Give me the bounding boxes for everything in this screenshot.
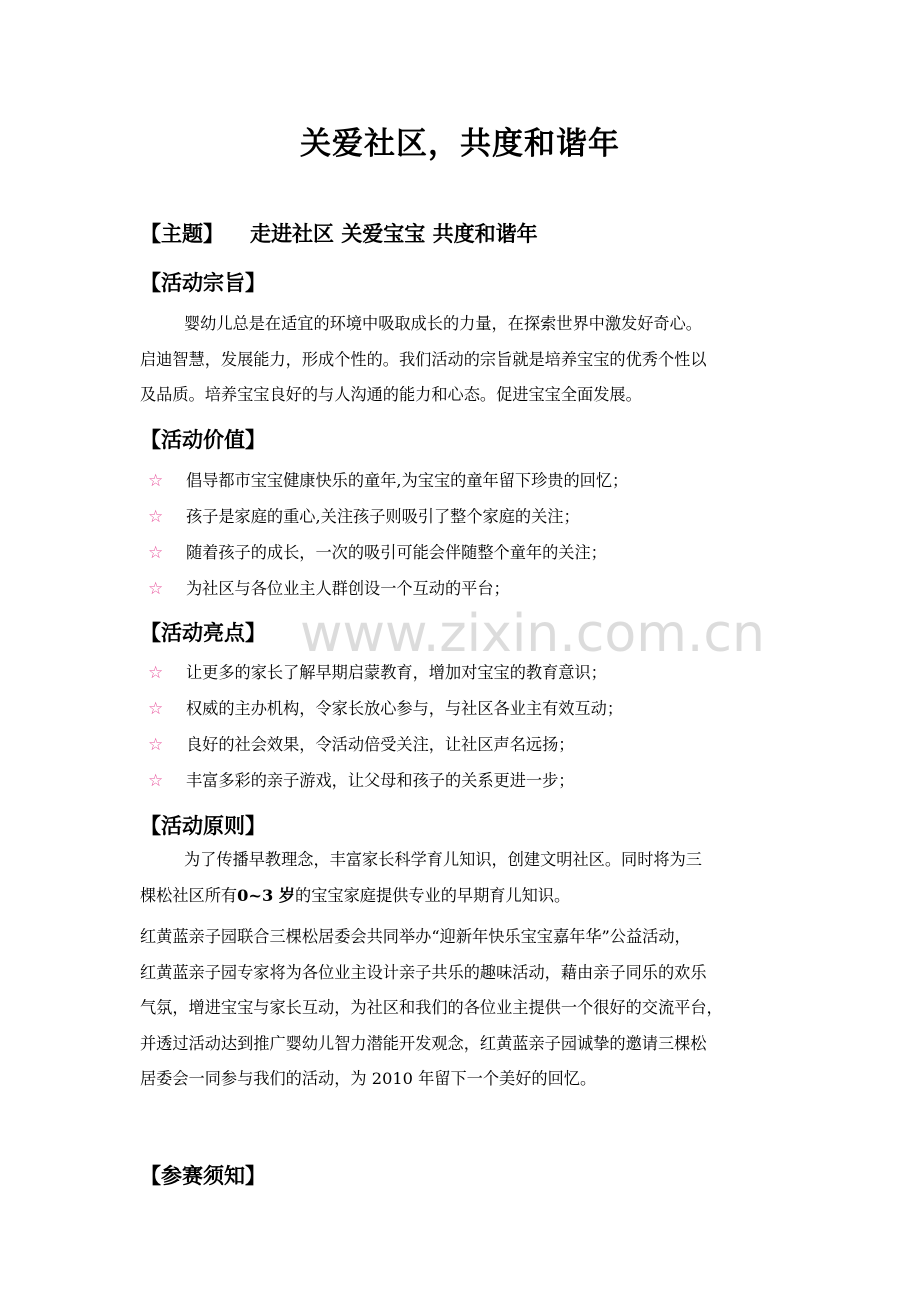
- value-list-item: ☆ 随着孩子的成长，一次的吸引可能会伴随整个童年的关注；: [148, 543, 607, 563]
- purpose-line: 婴幼儿总是在适宜的环境中吸取成长的力量，在探索世界中激发好奇心。: [184, 314, 702, 333]
- highlights-list-item: ☆ 让更多的家长了解早期启蒙教育，增加对宝宝的教育意识；: [148, 663, 607, 683]
- page-title: 关爱社区，共度和谐年: [300, 126, 620, 162]
- value-list-item: ☆ 为社区与各位业主人群创设一个互动的平台；: [148, 579, 510, 599]
- principle-line: 为了传播早教理念，丰富家长科学育儿知识，创建文明社区。同时将为三: [184, 850, 702, 869]
- principle-heading: 【活动原则】: [140, 814, 266, 838]
- star-outline-icon: ☆: [148, 735, 164, 755]
- principle-line: 居委会一同参与我们的活动，为 2010 年留下一个美好的回忆。: [140, 1069, 597, 1088]
- watermark: www.zixin.com.cn: [300, 604, 765, 664]
- principle-line: 红黄蓝亲子园联合三棵松居委会共同举办“迎新年快乐宝宝嘉年华”公益活动，: [140, 927, 691, 946]
- principle-line: 并透过活动达到推广婴幼儿智力潜能开发观念，红黄蓝亲子园诚挚的邀请三棵松: [140, 1033, 707, 1053]
- highlights-list-item: ☆ 良好的社会效果，令活动倍受关注，让社区声名远扬；: [148, 735, 575, 755]
- star-outline-icon: ☆: [148, 579, 164, 599]
- principle-line: 气氛，增进宝宝与家长互动，为社区和我们的各位业主提供一个很好的交流平台，: [140, 998, 723, 1017]
- value-list-item: ☆ 倡导都市宝宝健康快乐的童年,为宝宝的童年留下珍贵的回忆；: [148, 471, 629, 491]
- theme-text: 走进社区 关爱宝宝 共度和谐年: [250, 222, 538, 246]
- star-outline-icon: ☆: [148, 543, 164, 563]
- purpose-line: 启迪智慧，发展能力，形成个性的。我们活动的宗旨就是培养宝宝的优秀个性以: [140, 349, 707, 369]
- star-outline-icon: ☆: [148, 771, 164, 791]
- principle-line: 棵松社区所有0~3 岁的宝宝家庭提供专业的早期育儿知识。: [140, 885, 571, 905]
- purpose-line: 及品质。培养宝宝良好的与人沟通的能力和心态。促进宝宝全面发展。: [140, 385, 642, 404]
- highlights-heading: 【活动亮点】: [140, 621, 266, 645]
- purpose-paragraph: [140, 306, 782, 413]
- highlights-list-item: ☆ 权威的主办机构，令家长放心参与，与社区各业主有效互动；: [148, 699, 624, 719]
- principle-paragraph-1: [140, 842, 782, 913]
- star-outline-icon: ☆: [148, 699, 164, 719]
- star-outline-icon: ☆: [148, 507, 164, 527]
- purpose-heading: 【活动宗旨】: [140, 271, 266, 295]
- principle-paragraph-2: [140, 919, 782, 1097]
- notice-heading: 【参赛须知】: [140, 1164, 266, 1188]
- theme-label: 【主题】: [140, 222, 224, 246]
- highlights-list-item: ☆ 丰富多彩的亲子游戏，让父母和孩子的关系更进一步；: [148, 771, 575, 791]
- star-outline-icon: ☆: [148, 663, 164, 683]
- age-range: 0~3 岁: [237, 885, 296, 905]
- theme-heading: [140, 218, 538, 248]
- principle-line: 红黄蓝亲子园专家将为各位业主设计亲子共乐的趣味活动，藉由亲子同乐的欢乐: [140, 962, 707, 982]
- star-outline-icon: ☆: [148, 471, 164, 491]
- value-heading: 【活动价值】: [140, 428, 266, 452]
- value-list-item: ☆ 孩子是家庭的重心,关注孩子则吸引了整个家庭的关注；: [148, 507, 580, 527]
